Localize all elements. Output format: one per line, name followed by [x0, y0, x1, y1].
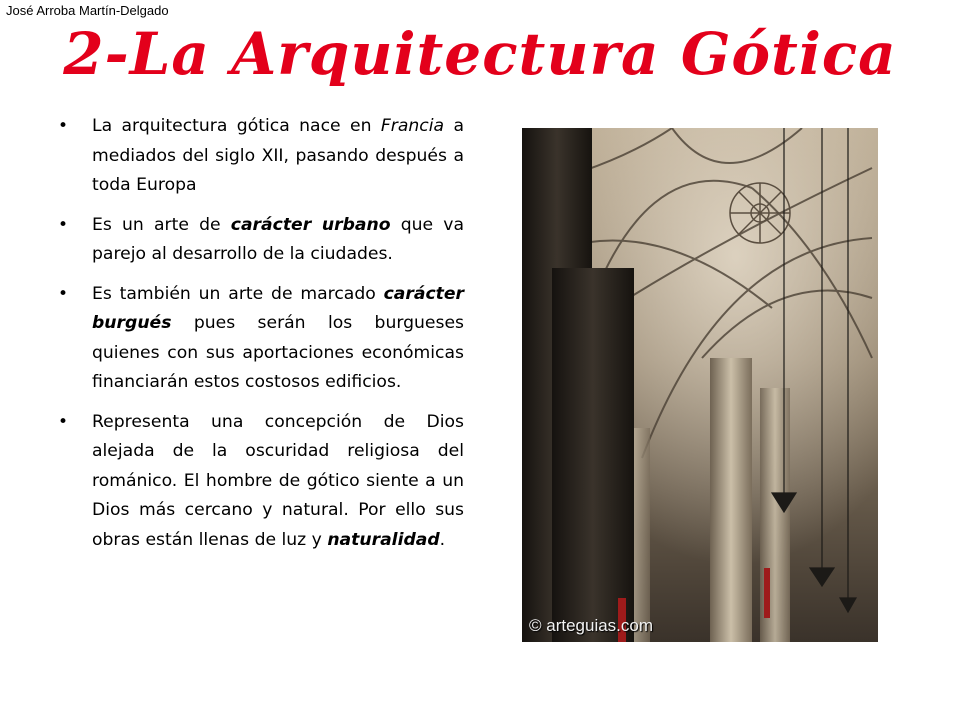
light-column: [710, 358, 752, 642]
bullet-dot-icon: •: [58, 411, 69, 432]
bullet-text: Representa una concepción de Dios alejada de la oscuridad religiosa del románico. El hombre de gótico siente a un Dios más cercano y natural. Por ello sus obras están llenas de luz y: [92, 411, 464, 550]
bullet-item: [58, 280, 464, 398]
emphasis-text: Francia: [380, 116, 445, 136]
bullet-text: a mediados del siglo XII, pasando después a toda Europa: [92, 116, 464, 195]
bullet-text: La arquitectura gótica nace en: [92, 116, 381, 136]
photo-credit: © arteguias.com: [529, 616, 654, 635]
bullet-text: Es un arte de: [92, 214, 231, 235]
bullet-list: [58, 112, 464, 565]
bullet-item: [58, 211, 464, 270]
emphasis-text: carácter urbano: [230, 214, 391, 235]
bullet-dot-icon: •: [58, 116, 69, 136]
slide-title: 2-La Arquitectura Gótica: [63, 20, 897, 88]
bullet-text: Es también un arte de marcado: [92, 283, 384, 304]
bullet-text: pues serán los burgueses quienes con sus aportaciones económicas financiarán estos costosos edificios.: [92, 313, 464, 392]
bullet-dot-icon: •: [58, 214, 69, 235]
dark-column-front: [552, 268, 634, 642]
red-banner-far: [764, 568, 770, 618]
cathedral-photo: [522, 128, 878, 642]
vault-boss: [730, 183, 790, 243]
emphasis-text: carácter burgués: [92, 283, 464, 333]
bullet-text: .: [439, 529, 446, 550]
bullet-item: [58, 408, 464, 556]
gothic-vault-image: [522, 128, 878, 642]
author-name: José Arroba Martín-Delgado: [6, 3, 169, 18]
bullet-dot-icon: •: [58, 283, 69, 304]
bullet-text: que va parejo al desarrollo de la ciudades.: [92, 214, 464, 264]
emphasis-text: naturalidad: [327, 529, 440, 550]
bullet-item: [58, 112, 464, 201]
